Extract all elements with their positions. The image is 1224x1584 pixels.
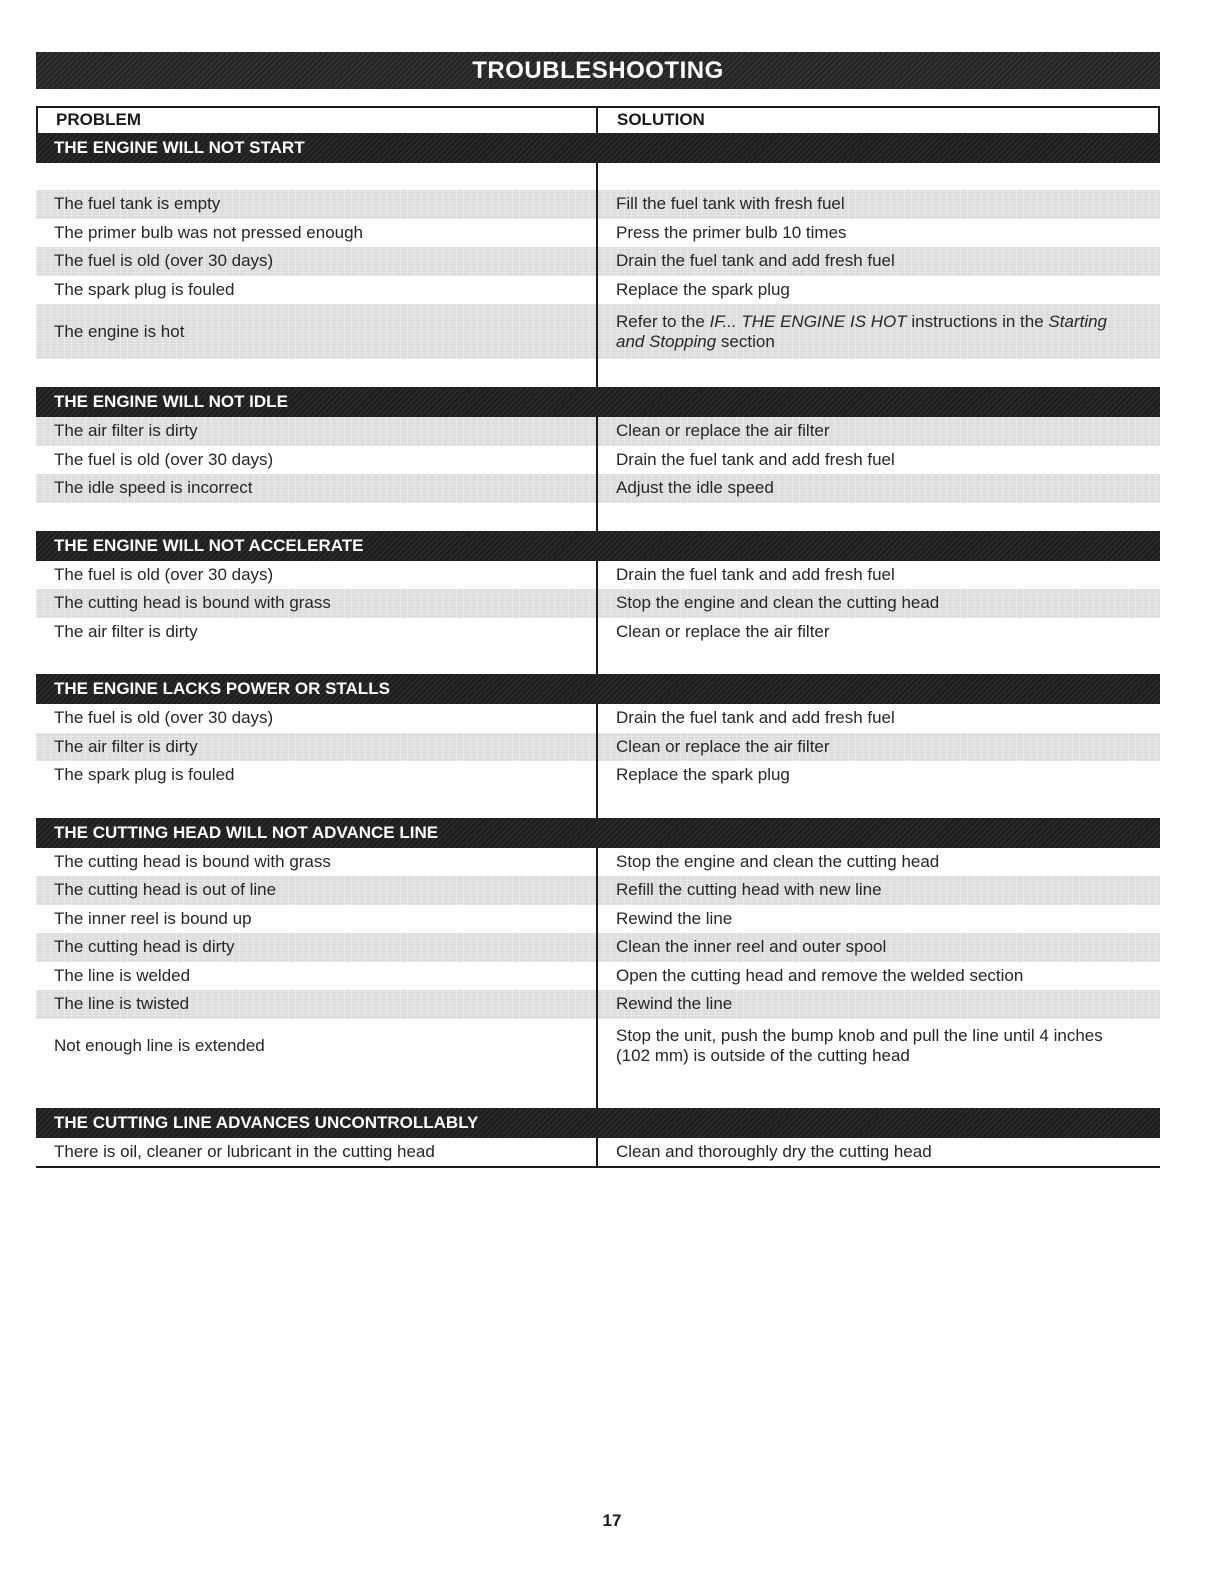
solution-cell: Adjust the idle speed [616, 478, 774, 498]
solution-cell: Refill the cutting head with new line [616, 880, 882, 900]
problem-cell: The fuel is old (over 30 days) [54, 564, 274, 584]
problem-cell: The cutting head is bound with grass [54, 851, 331, 871]
table-row [36, 304, 1160, 359]
problem-cell: The idle speed is incorrect [54, 478, 253, 498]
solution-cell: Press the primer bulb 10 times [616, 222, 847, 242]
solution-cell: Stop the engine and clean the cutting head [616, 593, 940, 613]
table-row [36, 190, 1160, 219]
solution-cell: Clean or replace the air filter [616, 621, 830, 641]
problem-cell: The primer bulb was not pressed enough [54, 222, 364, 242]
solution-cell: Fill the fuel tank with fresh fuel [616, 194, 845, 214]
problem-cell: The cutting head is bound with grass [54, 593, 331, 613]
solution-cell: Rewind the line [616, 908, 733, 928]
problem-cell: The fuel is old (over 30 days) [54, 449, 274, 469]
solution-cell: Clean or replace the air filter [616, 421, 830, 441]
problem-cell: The spark plug is fouled [54, 765, 235, 785]
problem-cell: The air filter is dirty [54, 621, 198, 641]
section-heading: THE CUTTING HEAD WILL NOT ADVANCE LINE [36, 818, 1160, 848]
problem-cell: There is oil, cleaner or lubricant in the cutting head [54, 1141, 435, 1161]
table-row [36, 219, 1160, 248]
table-row [36, 704, 1160, 733]
troubleshooting-table [36, 106, 1160, 1168]
table-row [36, 990, 1160, 1019]
solution-cell: Replace the spark plug [616, 279, 790, 299]
table-row [36, 589, 1160, 618]
problem-cell: The fuel tank is empty [54, 194, 221, 214]
solution-cell: Clean the inner reel and outer spool [616, 937, 887, 957]
solution-cell: Open the cutting head and remove the welded section [616, 965, 1024, 985]
table-row [36, 876, 1160, 905]
problem-cell: The fuel is old (over 30 days) [54, 251, 274, 271]
solution-cell: Replace the spark plug [616, 765, 790, 785]
page-number: 17 [602, 1511, 622, 1530]
solution-cell: Drain the fuel tank and add fresh fuel [616, 708, 895, 728]
table-row [36, 733, 1160, 762]
table-row [36, 761, 1160, 790]
solution-cell: Clean or replace the air filter [616, 736, 830, 756]
problem-cell: The cutting head is dirty [54, 937, 235, 957]
problem-column-header: PROBLEM [56, 110, 141, 129]
section-heading: THE CUTTING LINE ADVANCES UNCONTROLLABLY [36, 1108, 1160, 1138]
solution-cell: Stop the engine and clean the cutting head [616, 851, 940, 871]
problem-cell: The line is twisted [54, 994, 190, 1014]
table-row [36, 1019, 1160, 1074]
problem-cell: The fuel is old (over 30 days) [54, 708, 274, 728]
table-header [36, 106, 1160, 133]
problem-cell: The line is welded [54, 965, 191, 985]
table-row [36, 848, 1160, 877]
table-row [36, 417, 1160, 446]
table-row [36, 276, 1160, 305]
solution-cell: Rewind the line [616, 994, 733, 1014]
table-row [36, 1138, 1160, 1167]
solution-cell: Refer to the IF... THE ENGINE IS HOT instructions in the Starting and Stopping section [616, 311, 1108, 351]
solution-cell: Stop the unit, push the bump knob and pull the line until 4 inches (102 mm) is outside of the cutting head [616, 1026, 1103, 1065]
section-heading: THE ENGINE WILL NOT START [36, 133, 1160, 163]
table-row [36, 247, 1160, 276]
section-heading: THE ENGINE LACKS POWER OR STALLS [36, 674, 1160, 704]
table-row [36, 933, 1160, 962]
section-heading: THE ENGINE WILL NOT IDLE [36, 387, 1160, 417]
problem-cell: The air filter is dirty [54, 736, 198, 756]
table-row [36, 474, 1160, 503]
table-bottom-rule [36, 1166, 1160, 1168]
solution-cell: Drain the fuel tank and add fresh fuel [616, 251, 895, 271]
table-row [36, 618, 1160, 647]
table-row [36, 962, 1160, 991]
table-row [36, 561, 1160, 590]
solution-cell: Drain the fuel tank and add fresh fuel [616, 449, 895, 469]
problem-cell: The inner reel is bound up [54, 908, 252, 928]
page-title: TROUBLESHOOTING [36, 52, 1160, 89]
table-row [36, 905, 1160, 934]
problem-cell: The spark plug is fouled [54, 279, 235, 299]
problem-cell: Not enough line is extended [54, 1036, 265, 1055]
solution-cell: Drain the fuel tank and add fresh fuel [616, 564, 895, 584]
problem-cell: The cutting head is out of line [54, 880, 277, 900]
problem-cell: The air filter is dirty [54, 421, 198, 441]
solution-cell: Clean and thoroughly dry the cutting head [616, 1141, 932, 1161]
troubleshooting-page [36, 52, 1160, 1168]
table-row [36, 446, 1160, 475]
solution-column-header: SOLUTION [617, 110, 705, 129]
problem-cell: The engine is hot [54, 321, 185, 341]
section-heading: THE ENGINE WILL NOT ACCELERATE [36, 531, 1160, 561]
